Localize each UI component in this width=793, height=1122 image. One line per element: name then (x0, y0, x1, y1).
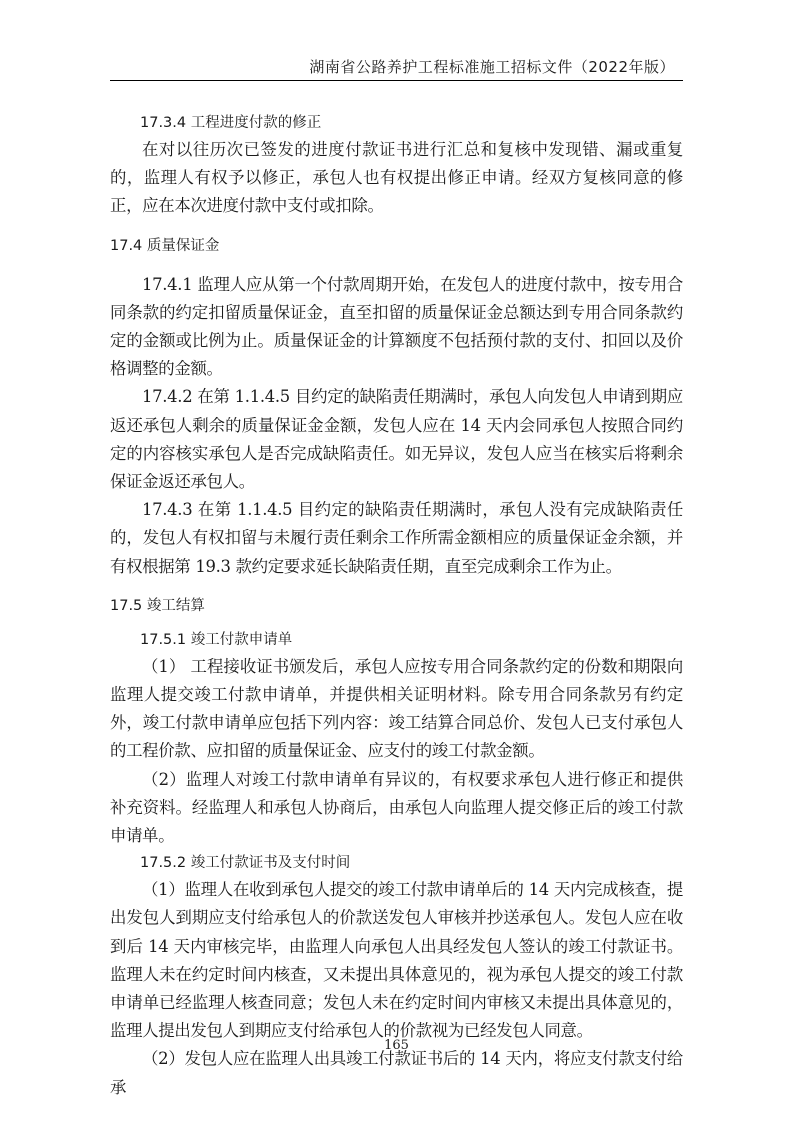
page-header (110, 52, 683, 81)
paragraph-17-5-2-item-2: （2）发包人应在监理人出具竣工付款证书后的 14 天内，将应支付款支付给承 (110, 1049, 683, 1097)
section-heading-17-5-1: 17.5.1 竣工付款申请单 (140, 631, 293, 648)
paragraph-17-5-1-item-1: （1） 工程接收证书颁发后，承包人应按专用合同条款约定的份数和期限向监理人提交竣工付款申请单，并提供相关证明材料。除专用合同条款另有约定外，竣工付款申请单应包括下列内容：竣工结算合同总价、发包人已支付承包人的工程价款、应扣留的质量保证金、应支付的竣工付款金额。 (110, 656, 683, 761)
page-number: 165 (384, 1038, 409, 1053)
section-heading-17-4: 17.4 质量保证金 (110, 237, 220, 254)
paragraph-17-4-2: 17.4.2 在第 1.1.4.5 目约定的缺陷责任期满时，承包人向发包人申请到期应返还承包人剩余的质量保证金金额，发包人应在 14 天内会同承包人按照合同约定的内容核实承包人是否完成缺陷责任。如无异议，发包人应当在核实后将剩余保证金返还承包人。 (110, 387, 683, 492)
paragraph-17-5-2-item-1: （1）监理人在收到承包人提交的竣工付款申请单后的 14 天内完成核查，提出发包人到期应支付给承包人的价款送发包人审核并抄送承包人。发包人应在收到后 14 天内审核完毕，由监理人向承包人出具经发包人签认的竣工付款证书。监理人未在约定时间内核查，又未提出具体意见的，视为承包人提交的竣工付款申请单已经监理人核查同意；发包人未在约定时间内审核又未提出具体意见的，监理人提出发包人到期应支付给承包人的价款视为已经发包人同意。 (110, 880, 683, 1041)
paragraph-17-4-1: 17.4.1 监理人应从第一个付款周期开始，在发包人的进度付款中，按专用合同条款的约定扣留质量保证金，直至扣留的质量保证金总额达到专用合同条款约定的金额或比例为止。质量保证金的计算额度不包括预付款的支付、扣回以及价格调整的金额。 (110, 274, 683, 379)
paragraph-17-3-4: 在对以往历次已签发的进度付款证书进行汇总和复核中发现错、漏或重复的，监理人有权予以修正，承包人也有权提出修正申请。经双方复核同意的修正，应在本次进度付款中支付或扣除。 (110, 140, 683, 216)
section-heading-17-3-4: 17.3.4 工程进度付款的修正 (140, 115, 322, 131)
paragraph-17-4-3: 17.4.3 在第 1.1.4.5 目约定的缺陷责任期满时，承包人没有完成缺陷责任的，发包人有权扣留与未履行责任剩余工作所需金额相应的质量保证金余额，并有权根据第 19.3 款约定要求延长缺陷责任期，直至完成剩余工作为止。 (110, 500, 683, 576)
section-heading-17-5-2: 17.5.2 竣工付款证书及支付时间 (140, 855, 351, 872)
page-content (110, 110, 683, 1102)
section-heading-17-5: 17.5 竣工结算 (110, 597, 205, 614)
document-title: 湖南省公路养护工程标准施工招标文件（2022年版） (309, 58, 675, 76)
paragraph-17-5-1-item-2: （2）监理人对竣工付款申请单有异议的，有权要求承包人进行修正和提供补充资料。经监理人和承包人协商后，由承包人向监理人提交修正后的竣工付款申请单。 (110, 769, 683, 846)
